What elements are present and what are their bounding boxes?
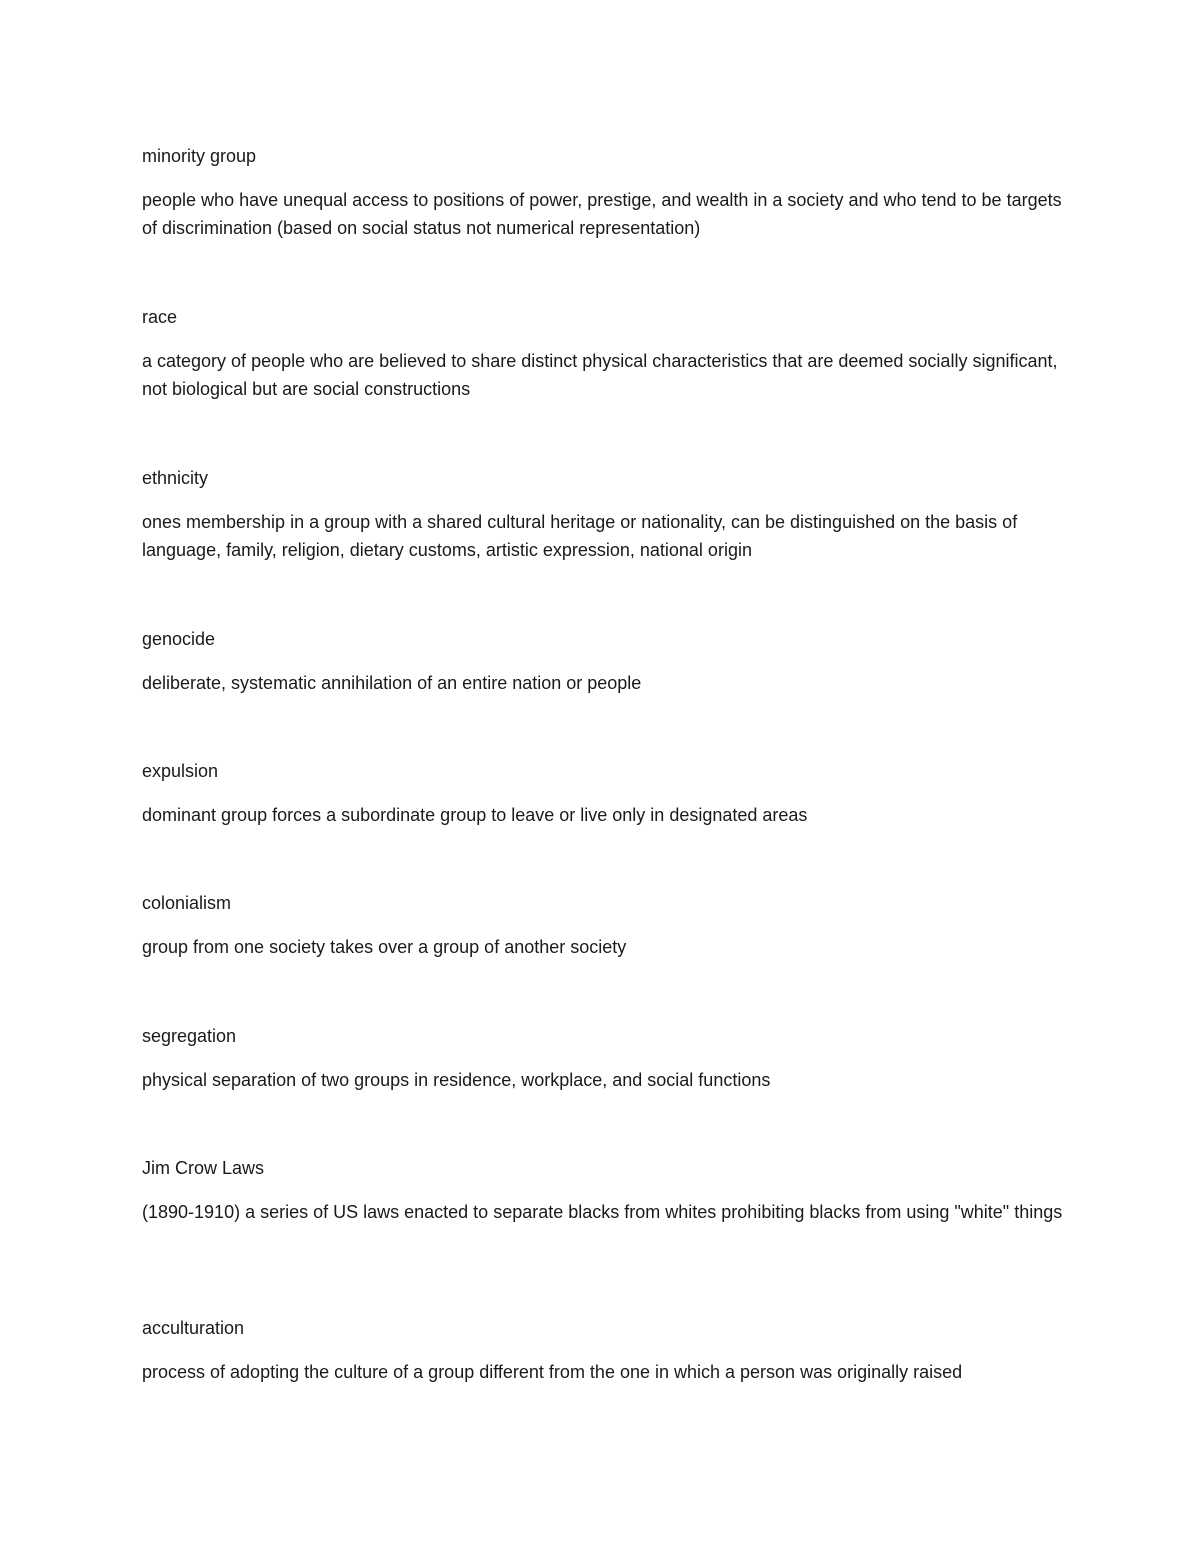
entry-definition: (1890-1910) a series of US laws enacted to separate blacks from whites prohibiting blacks from using "white" things [142,1202,1063,1222]
glossary-entry [142,1157,1072,1222]
glossary-entry [142,1317,1072,1382]
glossary-entry [142,1025,1072,1090]
entry-definition: group from one society takes over a group of another society [142,937,627,957]
entry-term: colonialism [142,893,232,913]
entry-definition: ones membership in a group with a shared cultural heritage or nationality, can be distinguished on the basis of language, family, religion, dietary customs, artistic expression, national origin [142,512,1018,560]
entry-term: genocide [142,629,216,649]
glossary-entry [142,628,1072,693]
entry-term: Jim Crow Laws [142,1158,265,1178]
entry-definition: deliberate, systematic annihilation of an entire nation or people [142,673,642,693]
entry-definition: physical separation of two groups in residence, workplace, and social functions [142,1070,771,1090]
entry-definition: process of adopting the culture of a group different from the one in which a person was originally raised [142,1362,963,1382]
entry-definition: a category of people who are believed to share distinct physical characteristics that are deemed socially significant, not biological but are social constructions [142,351,1058,399]
entry-term: expulsion [142,761,219,781]
glossary-entry [142,467,1072,560]
entry-term: segregation [142,1026,237,1046]
glossary-entry [142,892,1072,957]
entry-term: acculturation [142,1318,245,1338]
glossary-entry [142,145,1072,238]
entry-term: ethnicity [142,468,209,488]
entry-definition: dominant group forces a subordinate group to leave or live only in designated areas [142,805,808,825]
entry-term: race [142,307,178,327]
entry-term: minority group [142,146,257,166]
entry-definition: people who have unequal access to positions of power, prestige, and wealth in a society and who tend to be targets of discrimination (based on social status not numerical representation) [142,190,1062,238]
glossary-entry [142,306,1072,399]
glossary-entry [142,760,1072,825]
